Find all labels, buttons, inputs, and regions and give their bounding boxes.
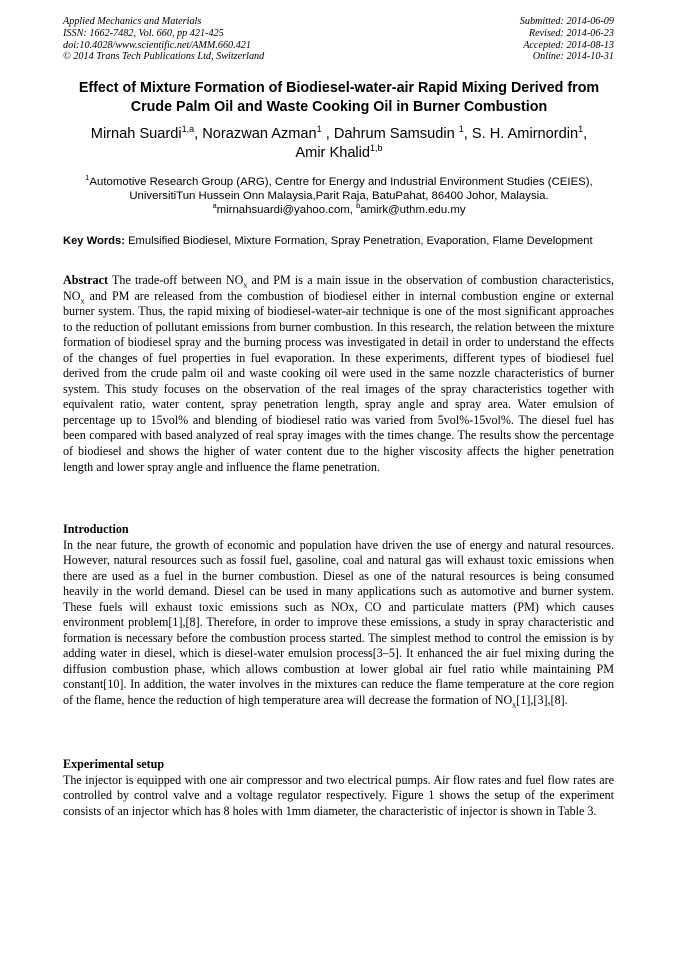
section-heading: Experimental setup bbox=[63, 757, 165, 771]
journal-name: Applied Mechanics and Materials bbox=[63, 16, 202, 27]
online-date: Online: 2014-10-31 bbox=[532, 51, 614, 63]
author-list bbox=[58, 125, 620, 162]
email-a[interactable]: mirnahsuardi@yahoo.com, bbox=[216, 204, 357, 216]
author-separator: , bbox=[321, 126, 334, 142]
introduction-refs: [1],[3],[8]. bbox=[516, 693, 568, 708]
keywords bbox=[63, 234, 614, 248]
keywords-text: Emulsified Biodiesel, Mixture Formation, Spray Penetration, Evaporation, Flame Development bbox=[124, 235, 593, 247]
experimental-section bbox=[63, 757, 614, 819]
abstract bbox=[63, 273, 614, 475]
keywords-label: Key Words: bbox=[63, 235, 125, 247]
paper-title: Effect of Mixture Formation of Biodiesel-water-air Rapid Mixing Derived from Crude Palm Oil and Waste Cooking Oil in Burner Combustion bbox=[78, 80, 600, 115]
author-affiliation-marker: 1,a bbox=[181, 124, 195, 135]
section-heading: Introduction bbox=[63, 522, 129, 536]
abstract-text: The trade-off between NO bbox=[108, 273, 244, 287]
author-name: Amir Khalid bbox=[295, 144, 371, 161]
email-marker-b: b bbox=[356, 201, 361, 211]
author-separator: , bbox=[583, 126, 588, 142]
affiliation-text: Automotive Research Group (ARG), Centre for Energy and Industrial Environment Studies (CEIES), UniversitiTun Hussein Onn Malaysia,Parit Raja, BatuPahat, 86400 Johor, Malaysia. bbox=[89, 176, 593, 202]
author-name: S. H. Amirnordin bbox=[471, 126, 579, 142]
author-affiliation-marker: 1 bbox=[458, 124, 464, 135]
journal-info bbox=[63, 16, 363, 63]
issn: ISSN: 1662-7482, Vol. 660, pp 421-425 bbox=[63, 27, 224, 39]
email-marker-a: a bbox=[212, 201, 217, 211]
subscript: x bbox=[80, 295, 85, 305]
introduction-section bbox=[63, 522, 614, 709]
doi: doi:10.4028/www.scientific.net/AMM.660.421 bbox=[63, 39, 251, 51]
email-b[interactable]: amirk@uthm.edu.my bbox=[360, 204, 466, 216]
publication-dates bbox=[394, 16, 614, 63]
author-separator: , bbox=[463, 126, 472, 142]
introduction-text: In the near future, the growth of economic and population have driven the use of energy and natural resources. However, natural resources such as fossil fuel, gasoline, coal and natural gas will exhaust toxic emissions when there are used as a fuel in the burner combustion. Diesel as one of the natural resources is being consumed heavily in the world demand. Diesel can be used in many applications such as automotive and burner system. These fuels will exhaust toxic emissions such as NOx, CO and particulate matters (PM) which causes environment problem[1],[8]. Therefore, in order to improve these emissions, a study in spray characteristic and formation is necessary before the combustion process started. The simplest method to control the emission is by adding water in diesel, which is diesel-water emulsion process[3–5]. It enhanced the air fuel mixing during the diffusion combustion phase, which allows combustion at lower global air fuel ratio while maintaining PM constant[10]. In addition, the water involves in the mixtures can reduce the flame temperature at the core region of the flame, hence the reduction of high temperature area will decrease the formation of NO bbox=[63, 537, 614, 708]
accepted-date: Accepted: 2014-08-13 bbox=[523, 39, 614, 51]
author-name: Dahrum Samsudin bbox=[333, 126, 459, 142]
copyright: © 2014 Trans Tech Publications Ltd, Switzerland bbox=[63, 51, 265, 63]
author-name: Norazwan Azman bbox=[202, 126, 317, 142]
author-affiliation-marker: 1,b bbox=[370, 142, 383, 153]
author-affiliation-marker: 1 bbox=[316, 124, 322, 135]
abstract-text: and PM are released from the combustion of biodiesel either in internal combustion engine or external burner system. Thus, the rapid mixing of biodiesel-water-air technique is one of the most significant approaches to the reduction of pollutant emissions from burner combustion. In this research, the relation between the mixture formation of biodiesel spray and the burning process was investigated in detail in order to understand the effects of the changes of fuel properties in fuel evaporation. In these experiments, different types of biodiesel fuel derived from the crude palm oil and waste cooking oil were used in the same nozzle characteristics of burner system. This study focuses on the observation of the real images of the spray characteristics together with equivalent ratio, water content, spray penetration length, spray angle and spray area. Water emulsion of percentage up to 15vol% and blending of biodiesel ratio was varied from 5vol%-15vol%. The diesel fuel has been compared with based analyzed of real spray images with the times change. The results show the percentage of biodiesel and shows the higher of water content due to the higher viscosity affects the higher penetration length and lower spray angle and influence the flame penetration. bbox=[63, 288, 614, 474]
affiliation bbox=[63, 175, 615, 217]
abstract-label: Abstract bbox=[63, 273, 109, 287]
author-affiliation-marker: 1 bbox=[578, 124, 584, 135]
affiliation-marker: 1 bbox=[85, 173, 90, 183]
author-name: Mirnah Suardi bbox=[90, 126, 182, 142]
revised-date: Revised: 2014-06-23 bbox=[528, 27, 614, 39]
experimental-text: The injector is equipped with one air compressor and two electrical pumps. Air flow rates and fuel flow rates are controlled by control valve and a voltage regulator respectively. Figure 1 shows the setup of the experiment consists of an injector which has 8 holes with 1mm diameter, the characteristic of injector is shown in Table 3. bbox=[63, 772, 614, 818]
author-separator: , bbox=[194, 126, 203, 142]
subscript: x bbox=[512, 700, 517, 710]
abstract-text: and PM is a main issue in the observation of combustion characteristics, NO bbox=[63, 273, 615, 303]
submitted-date: Submitted: 2014-06-09 bbox=[519, 16, 614, 27]
subscript: x bbox=[243, 280, 248, 290]
